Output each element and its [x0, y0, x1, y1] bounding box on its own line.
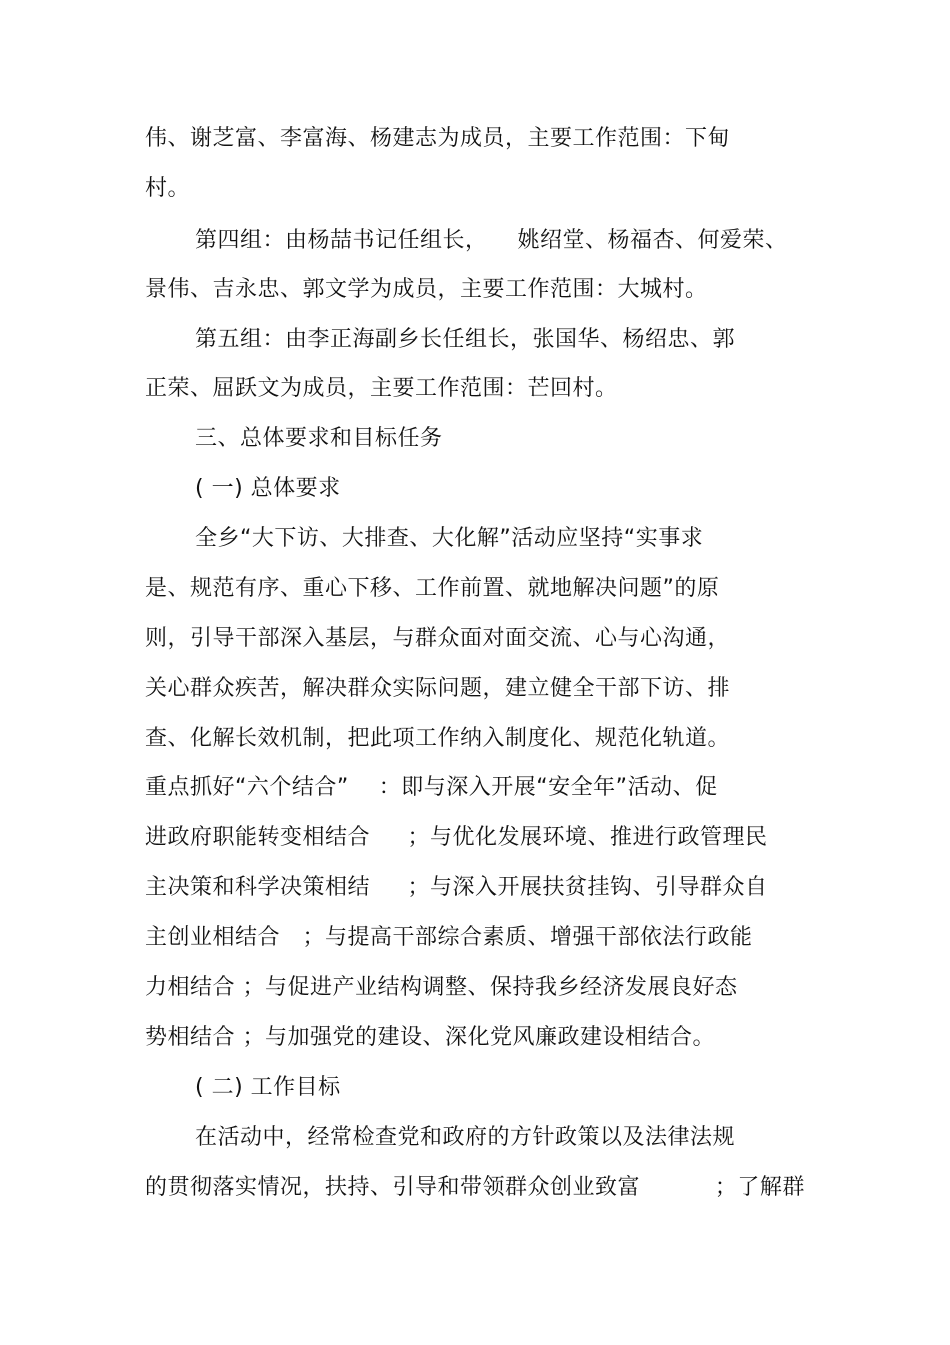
paragraph-line: 全乡“大下访、大排查、大化解”活动应坚持“实事求 [195, 526, 704, 551]
paragraph-line: 查、化解长效机制，把此项工作纳入制度化、规范化轨道。 [145, 726, 731, 751]
paragraph-line: 村。 [145, 176, 191, 201]
paragraph-line: 重点抓好“六个结合” ：即与深入开展“安全年”活动、促 [145, 775, 718, 800]
paragraph-line: 力相结合 ；与促进产业结构调整、保持我乡经济发展良好态 [145, 975, 738, 1000]
paragraph-line: 的贯彻落实情况，扶持、引导和带领群众创业致富 ；了解群 [145, 1175, 805, 1200]
paragraph-line: 势相结合 ；与加强党的建设、深化党风廉政建设相结合。 [145, 1025, 715, 1050]
paragraph-line: 第四组：由杨喆书记任组长， 姚绍堂、杨福杏、何爱荣、 [195, 228, 788, 253]
paragraph-line: 主决策和科学决策相结 ；与深入开展扶贫挂钩、引导群众自 [145, 875, 768, 900]
paragraph-line: 在活动中，经常检查党和政府的方针政策以及法律法规 [195, 1125, 736, 1150]
paragraph-line: 关心群众疾苦，解决群众实际问题，建立健全干部下访、排 [145, 676, 731, 701]
paragraph-line: 正荣、屈跃文为成员，主要工作范围：芒回村。 [145, 376, 618, 401]
subsection-heading: ( 二) 工作目标 [195, 1075, 341, 1100]
paragraph-line: 景伟、吉永忠、郭文学为成员，主要工作范围：大城村。 [145, 277, 708, 302]
subsection-heading: ( 一) 总体要求 [195, 476, 341, 501]
paragraph-line: 进政府职能转变相结合 ；与优化发展环境、推进行政管理民 [145, 825, 768, 850]
paragraph-line: 第五组：由李正海副乡长任组长，张国华、杨绍忠、郭 [195, 327, 736, 352]
section-heading: 三、总体要求和目标任务 [195, 426, 443, 451]
paragraph-line: 主创业相结合 ；与提高干部综合素质、增强干部依法行政能 [145, 925, 753, 950]
paragraph-line: 则，引导干部深入基层，与群众面对面交流、心与心沟通， [145, 626, 731, 651]
paragraph-line: 是、规范有序、重心下移、工作前置、就地解决问题”的原 [145, 576, 720, 601]
paragraph-line: 伟、谢芝富、李富海、杨建志为成员，主要工作范围：下甸 [145, 126, 731, 151]
